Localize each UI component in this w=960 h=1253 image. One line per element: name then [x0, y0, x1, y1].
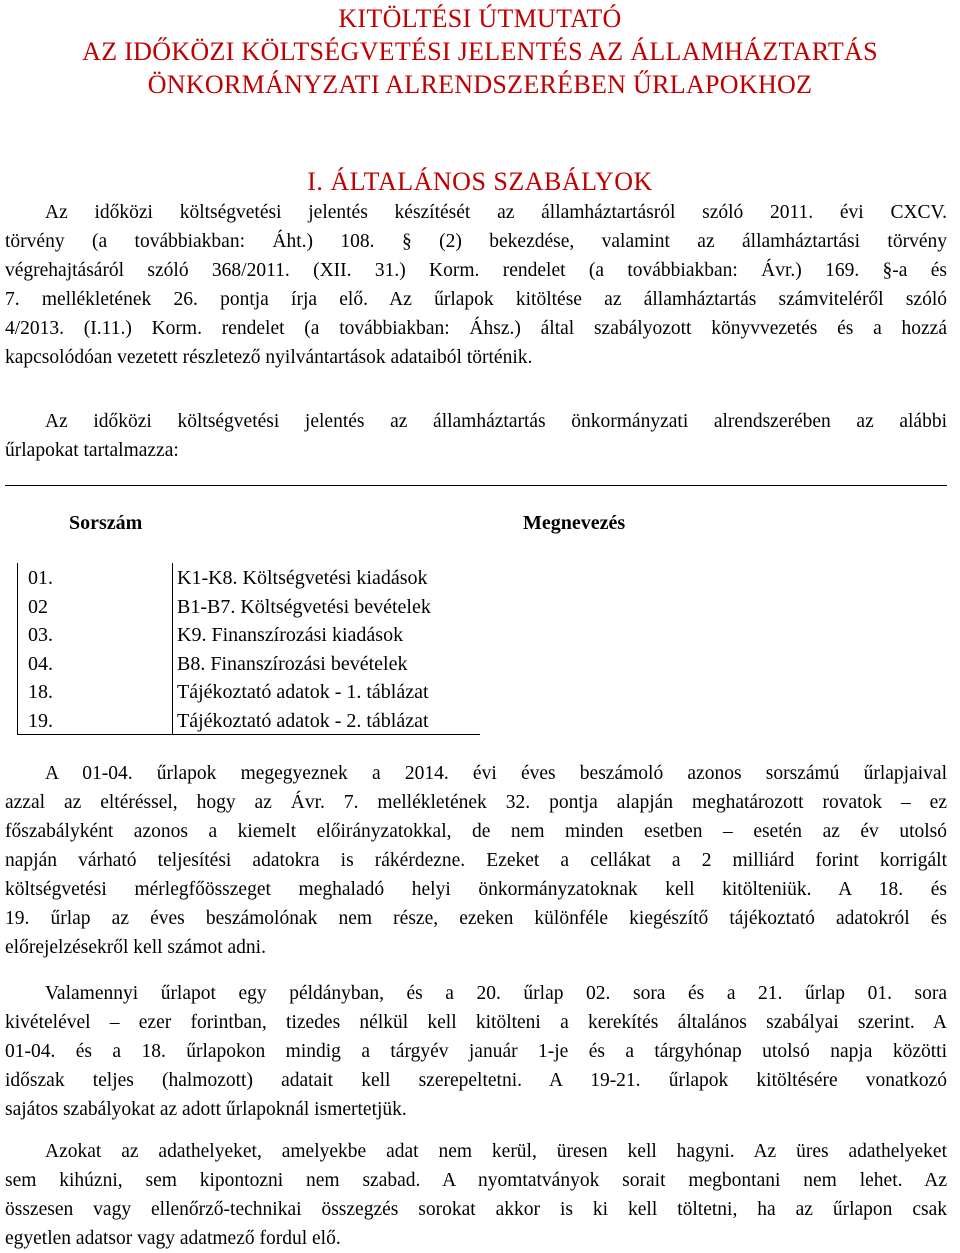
paragraph-units [5, 979, 947, 1124]
text-line: napján várható teljesítési adatokra is rákérdezne. Ezeket a cellákat a 2 milliárd forint korrigált [5, 850, 947, 871]
table-row [5, 621, 947, 650]
form-number: 18. [28, 681, 53, 703]
text-line: űrlapokat tartalmazza: [5, 440, 179, 461]
column-header-number: Sorszám [69, 512, 143, 534]
table-row [5, 650, 947, 679]
column-header-name: Megnevezés [523, 512, 626, 534]
text-line: 19. űrlap az éves beszámolónak nem része, ezeken különféle kiegészítő tájékoztató adatokról és [5, 908, 947, 929]
table-body [5, 564, 947, 735]
paragraph-forms-01-04 [5, 759, 947, 962]
paragraph-empty-fields [5, 1137, 947, 1253]
document-title-line-2: AZ IDŐKÖZI KÖLTSÉGVETÉSI JELENTÉS AZ ÁLLAMHÁZTARTÁS [82, 37, 878, 66]
form-name: K9. Finanszírozási kiadások [177, 624, 404, 646]
text-line: egyetlen adatsor vagy adatmező fordul elő. [5, 1228, 341, 1249]
text-line: kivételével – ezer forintban, tizedes nélkül kell kitölteni a kerekítés általános szabályai szerint. A [5, 1012, 947, 1033]
section-heading: I. ÁLTALÁNOS SZABÁLYOK [307, 167, 653, 196]
table-row [5, 593, 947, 622]
document-title-line-3: ÖNKORMÁNYZATI ALRENDSZERÉBEN ŰRLAPOKHOZ [147, 70, 813, 99]
table-border-bottom [17, 734, 480, 735]
text-line: költségvetési mérlegfőösszeget meghaladó helyi önkormányzatoknak kell kitölteniük. A 18. és [5, 879, 947, 900]
table-header-row [5, 485, 947, 564]
document-title-line-1: KITÖLTÉSI ÚTMUTATÓ [338, 4, 622, 33]
table-column-divider [172, 563, 173, 734]
text-line: A 01-04. űrlapok megegyeznek a 2014. évi éves beszámoló azonos sorszámú űrlapjaival [45, 763, 947, 784]
text-line: 7. mellékletének 26. pontja írja elő. Az űrlapok kitöltése az államháztartás számviteléről szóló [5, 289, 947, 310]
text-line: Az időközi költségvetési jelentés készítését az államháztartásról szóló 2011. évi CXCV. [45, 202, 947, 223]
form-name: K1-K8. Költségvetési kiadások [177, 567, 428, 589]
table-row [5, 707, 947, 736]
text-line: azzal az eltéréssel, hogy az Ávr. 7. mellékletének 32. pontja alapján meghatározott rovatok – ez [5, 792, 947, 813]
text-line: előrejelzésekről kell számot adni. [5, 937, 266, 958]
text-line: sajátos szabályokat az adott űrlapoknál ismertetjük. [5, 1099, 407, 1120]
text-line: végrehajtásáról szóló 368/2011. (XII. 31.) Korm. rendelet (a továbbiakban: Ávr.) 169. §-a és [5, 260, 947, 281]
form-name: Tájékoztató adatok - 1. táblázat [177, 681, 429, 703]
text-line: időszak teljes (halmozott) adatait kell szerepeltetni. A 19-21. űrlapok kitöltésére vonatkozó [5, 1070, 947, 1091]
form-number: 04. [28, 652, 53, 675]
form-name: B1-B7. Költségvetési bevételek [177, 595, 431, 618]
text-line: Valamennyi űrlapot egy példányban, és a 20. űrlap 02. sora és a 21. űrlap 01. sora [45, 983, 947, 1004]
paragraph-legal-basis [5, 198, 947, 372]
text-line: kapcsolódóan vezetett részletező nyilvántartások adataiból történik. [5, 347, 533, 368]
table-row [5, 678, 947, 707]
form-name: Tájékoztató adatok - 2. táblázat [177, 709, 429, 732]
form-number: 02 [28, 595, 48, 618]
form-number: 03. [28, 624, 53, 646]
form-number: 19. [28, 709, 53, 732]
form-name: B8. Finanszírozási bevételek [177, 652, 408, 675]
text-line: Azokat az adathelyeket, amelyekbe adat nem kerül, üresen kell hagyni. Az üres adathelyeket [45, 1141, 947, 1162]
text-line: főszabályként azonos a kiemelt előirányzatokkal, de nem minden esetben – esetén az év utolsó [5, 821, 947, 842]
text-line: 4/2013. (I.11.) Korm. rendelet (a továbbiakban: Áhsz.) által szabályozott könyvvezetés és a hozzá [5, 318, 947, 339]
form-number: 01. [28, 567, 53, 589]
text-line: összesen vagy ellenőrző-technikai összegzés sorokat akkor is ki kell töltetni, ha az űrlapon csak [5, 1199, 947, 1220]
table-row [5, 564, 947, 593]
paragraph-forms-intro [5, 407, 947, 465]
text-line: Az időközi költségvetési jelentés az államháztartás önkormányzati alrendszerében az alábbi [45, 411, 947, 432]
text-line: sem kihúzni, sem kipontozni nem szabad. A nyomtatványok sorait megbontani nem lehet. Az [5, 1170, 947, 1191]
text-line: 01-04. és a 18. űrlapokon mindig a tárgyév január 1-je és a tárgyhónap utolsó napja közötti [5, 1041, 947, 1062]
text-line: törvény (a továbbiakban: Áht.) 108. § (2) bekezdése, valamint az államháztartási törvény [5, 231, 947, 252]
table-border-left [17, 563, 18, 734]
